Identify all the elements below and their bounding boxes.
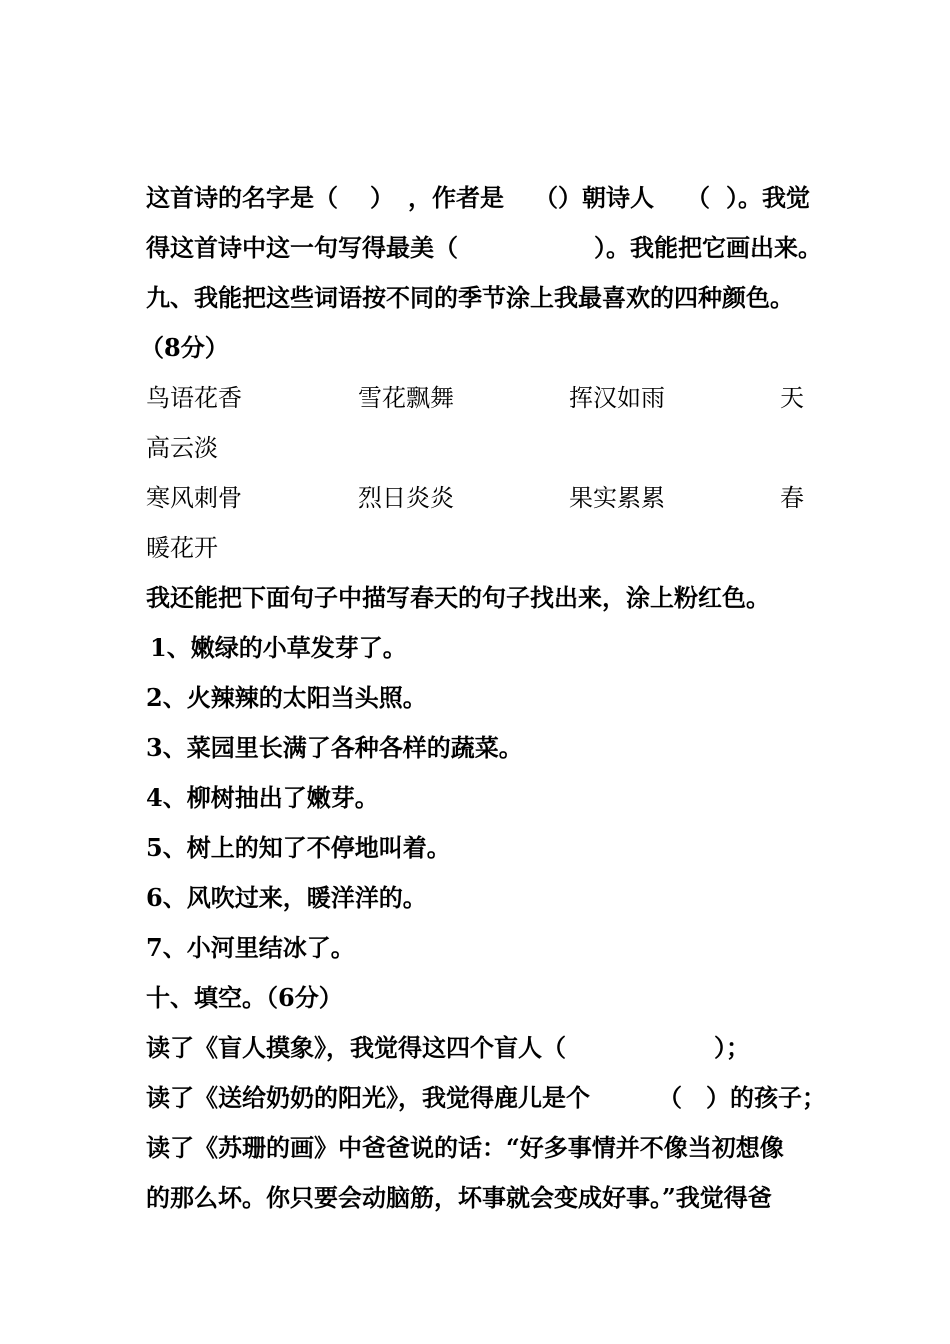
word-item: 果实累累 xyxy=(569,484,665,512)
sentence-item: 7、小河里结冰了。 xyxy=(146,933,355,962)
fill-blank-line-2 xyxy=(146,1078,826,1118)
poem-title-prompt: 这首诗的名字是（ xyxy=(146,183,338,212)
word-item: 天 xyxy=(780,384,804,412)
word-row-2 xyxy=(146,478,826,518)
dynasty-prompt: ）朝诗人 xyxy=(558,183,654,212)
word-row-1 xyxy=(146,378,826,418)
sunshine-blank-open: （ xyxy=(658,1083,682,1112)
poem-info-line-2 xyxy=(146,228,826,268)
best-line-prompt: 得这首诗中这一句写得最美（ xyxy=(146,233,458,262)
word-continuation: 暖花开 xyxy=(146,534,218,562)
susan-drawing-line-1: 读了《苏珊的画》中爸爸说的话：“好多事情并不像当初想像 xyxy=(146,1133,784,1162)
blind-men-blank-close: ）； xyxy=(714,1033,750,1062)
word-item: 寒风刺骨 xyxy=(146,484,242,512)
sentence-item: 4、柳树抽出了嫩芽。 xyxy=(146,783,379,812)
sunshine-prompt: 读了《送给奶奶的阳光》，我觉得鹿儿是个 xyxy=(146,1083,590,1112)
sentence-item: 6、风吹过来，暖洋洋的。 xyxy=(146,883,427,912)
poet-blank-open: （ xyxy=(686,183,710,212)
blind-men-prompt: 读了《盲人摸象》，我觉得这四个盲人（ xyxy=(146,1033,566,1062)
word-item: 挥汉如雨 xyxy=(569,384,665,412)
poet-blank-close: ）。我觉 xyxy=(726,183,810,212)
word-item: 烈日炎炎 xyxy=(358,484,454,512)
susan-drawing-line-2: 的那么坏。你只要会动脑筋，坏事就会变成好事。”我觉得爸 xyxy=(146,1183,772,1212)
word-item: 鸟语花香 xyxy=(146,384,242,412)
poem-info-line-1 xyxy=(146,178,826,218)
best-line-tail: ）。我能把它画出来。 xyxy=(594,233,822,262)
fill-blank-line-1 xyxy=(146,1028,826,1068)
spring-sentence-instruction: 我还能把下面句子中描写春天的句子找出来，涂上粉红色。 xyxy=(146,583,770,612)
sentence-item: 3、菜园里长满了各种各样的蔬菜。 xyxy=(146,733,523,762)
word-continuation: 高云淡 xyxy=(146,434,218,462)
author-prompt: ，作者是 xyxy=(408,183,504,212)
sunshine-blank-close: ）的孩子； xyxy=(706,1083,826,1112)
word-item: 雪花飘舞 xyxy=(358,384,454,412)
section-ten-heading: 十、填空。（6分） xyxy=(146,983,343,1012)
sentence-item: 1、嫩绿的小草发芽了。 xyxy=(150,633,407,662)
section-nine-heading: 九、我能把这些词语按不同的季节涂上我最喜欢的四种颜色。 xyxy=(146,283,794,312)
sentence-item: 5、树上的知了不停地叫着。 xyxy=(146,833,451,862)
section-nine-score: （8分） xyxy=(140,333,229,362)
word-item: 春 xyxy=(780,484,804,512)
sentence-item: 2、火辣辣的太阳当头照。 xyxy=(146,683,427,712)
dynasty-blank-open: （ xyxy=(534,183,558,212)
poem-title-blank-close: ） xyxy=(370,183,394,212)
